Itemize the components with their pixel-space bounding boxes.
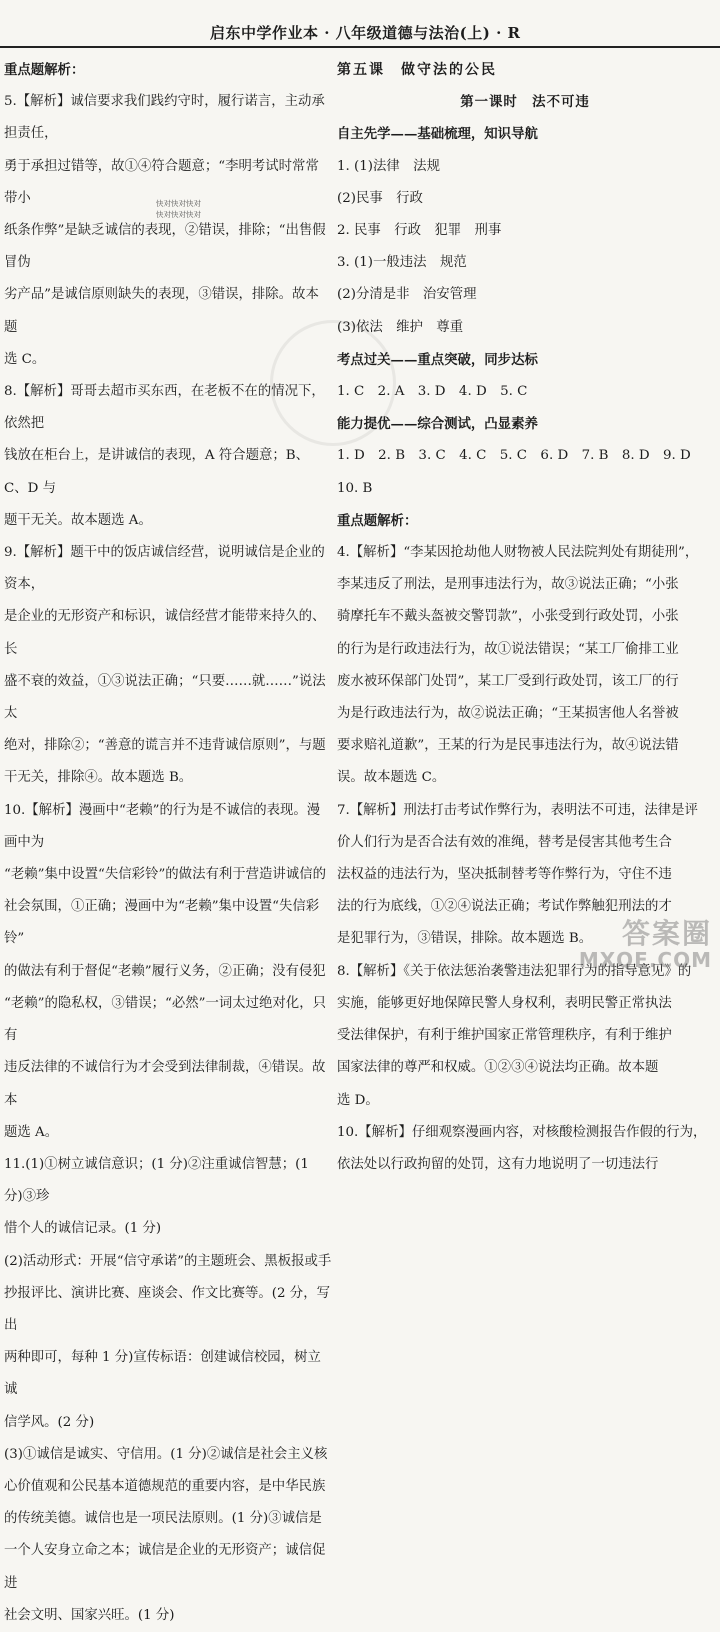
text-line: 1. C 2. A 3. D 4. D 5. C <box>337 384 528 400</box>
section-heading: 重点题解析： <box>337 512 418 529</box>
text-line: 10.【解析】仔细观察漫画内容，对核酸检测报告作假的行为， <box>337 1124 707 1140</box>
text-line: 选 D。 <box>337 1092 379 1108</box>
text-line: 废水被环保部门处罚”，某工厂受到行政处罚，该工厂的行 <box>337 673 679 689</box>
text-line: 1. D 2. B 3. C 4. C 5. C 6. D 7. B 8. D 9. D <box>337 448 691 464</box>
text-line: 社会文明、国家兴旺。(1 分) <box>4 1607 175 1623</box>
text-line: 价人们行为是否合法有效的准绳，替考是侵害其他考生合 <box>337 834 672 850</box>
text-line: 题干无关。故本题选 A。 <box>4 512 152 528</box>
text-line: 的做法有利于督促“老赖”履行义务，②正确；没有侵犯 <box>4 963 326 979</box>
text-line: 2. 民事 行政 犯罪 刑事 <box>337 223 502 239</box>
text-line: 心价值观和公民基本道德规范的重要内容，是中华民族 <box>4 1478 326 1494</box>
text-line: 题选 A。 <box>4 1124 59 1140</box>
text-line: 惜个人的诚信记录。(1 分) <box>4 1221 162 1237</box>
text-line: 抄报评比、演讲比赛、座谈会、作文比赛等。(2 分，写出 <box>4 1285 330 1333</box>
text-line: 骑摩托车不戴头盔被交警罚款”，小张受到行政处罚，小张 <box>337 609 679 625</box>
text-line: (2)分清是非 治安管理 <box>337 287 477 303</box>
text-line: 10.【解析】漫画中“老赖”的行为是不诚信的表现。漫画中为 <box>4 802 321 850</box>
text-line: 的行为是行政违法行为，故①说法错误；“某工厂偷排工业 <box>337 641 679 657</box>
text-line: 7.【解析】刑法打击考试作弊行为，表明法不可违，法律是评 <box>337 802 698 818</box>
section-heading: 考点过关——重点突破，同步达标 <box>337 351 538 368</box>
text-line: 11.(1)①树立诚信意识；(1 分)②注重诚信智慧；(1 分)③珍 <box>4 1156 309 1205</box>
text-line: 劣产品”是诚信原则缺失的表现，③错误，排除。故本题 <box>4 287 319 335</box>
header-rule <box>0 46 720 48</box>
text-line: 8.【解析】《关于依法惩治袭警违法犯罪行为的指导意见》的 <box>337 963 692 979</box>
note-line: 快对快对快对 <box>156 210 201 219</box>
text-line: 为是行政违法行为，故②说法正确；“王某损害他人名誉被 <box>337 706 679 722</box>
small-note <box>156 198 201 220</box>
text-line: 法权益的违法行为，坚决抵制替考等作弊行为，守住不违 <box>337 867 672 883</box>
text-line: 绝对，排除②；“善意的谎言并不违背诚信原则”，与题 <box>4 738 326 754</box>
corner-watermark-logo <box>578 912 712 972</box>
text-line: (3)①诚信是诚实、守信用。(1 分)②诚信是社会主义核 <box>4 1446 328 1462</box>
text-line: 国家法律的尊严和权威。①②③④说法均正确。故本题 <box>337 1060 659 1076</box>
text-line: 选 C。 <box>4 351 46 367</box>
text-line: 纸条作弊”是缺乏诚信的表现，②错误，排除；“出售假冒伪 <box>4 223 326 271</box>
text-line: (2)民事 行政 <box>337 190 423 206</box>
text-line: 实施，能够更好地保障民警人身权利，表明民警正常执法 <box>337 995 672 1011</box>
text-line: (3)依法 维护 尊重 <box>337 319 464 335</box>
text-line: 两种即可，每种 1 分)宣传标语：创建诚信校园，树立诚 <box>4 1350 321 1398</box>
text-line: 是犯罪行为，③错误，排除。故本题选 B。 <box>337 931 593 947</box>
section-heading: 重点题解析： <box>4 62 85 78</box>
text-line: 要求赔礼道歉”，王某的行为是民事违法行为，故④说法错 <box>337 738 679 754</box>
text-line: 勇于承担过错等，故①④符合题意；“李明考试时常常带小 <box>4 158 319 206</box>
lesson-subtitle: 第一课时 法不可违 <box>460 94 590 111</box>
text-line: 受法律保护，有利于维护国家正常管理秩序，有利于维护 <box>337 1028 672 1044</box>
text-line: 法的行为底线，①②④说法正确；考试作弊触犯刑法的才 <box>337 899 672 915</box>
text-line: 信学风。(2 分) <box>4 1414 95 1430</box>
lesson-title: 第五课 做守法的公民 <box>337 62 497 78</box>
header-title: 启东中学作业本 · 八年级道德与法治(上) · R <box>210 24 521 42</box>
right-column <box>337 54 713 1181</box>
text-line: (2)活动形式：开展“信守承诺”的主题班会、黑板报或手 <box>4 1253 332 1269</box>
text-line: 9.【解析】题干中的饭店诚信经营，说明诚信是企业的资本， <box>4 545 325 593</box>
text-line: 10. B <box>337 480 373 496</box>
text-line: “老赖”的隐私权，③错误；“必然”一词太过绝对化，只有 <box>4 995 326 1044</box>
text-line: 李某违反了刑法，是刑事违法行为，故③说法正确；“小张 <box>337 577 679 593</box>
text-line: 社会氛围，①正确；漫画中为“老赖”集中设置“失信彩铃” <box>4 899 320 947</box>
page-header <box>0 0 720 46</box>
text-line: 8.【解析】哥哥去超市买东西，在老板不在的情况下，依然把 <box>4 384 325 432</box>
text-line: 一个人安身立命之本；诚信是企业的无形资产；诚信促进 <box>4 1543 326 1591</box>
text-line: 3. (1)一般违法 规范 <box>337 255 467 271</box>
text-line: “老赖”集中设置“失信彩铃”的做法有利于营造讲诚信的 <box>4 867 326 883</box>
text-line: 钱放在柜台上，是讲诚信的表现，A 符合题意；B、C、D 与 <box>4 448 309 496</box>
text-line: 干无关，排除④。故本题选 B。 <box>4 770 193 786</box>
text-line: 盛不衰的效益，①③说法正确；“只要……就……”说法太 <box>4 673 326 722</box>
text-line: 依法处以行政拘留的处罚，这有力地说明了一切违法行 <box>337 1156 659 1172</box>
text-line: 是企业的无形资产和标识，诚信经营才能带来持久的、长 <box>4 609 326 657</box>
logo-url: MXQE.COM <box>578 948 712 972</box>
text-line: 1. (1)法律 法规 <box>337 158 440 174</box>
section-heading: 自主先学——基础梳理，知识导航 <box>337 126 538 143</box>
text-line: 的传统美德。诚信也是一项民法原则。(1 分)③诚信是 <box>4 1511 322 1527</box>
text-line: 误。故本题选 C。 <box>337 770 446 786</box>
logo-text: 答案圈 <box>621 917 712 950</box>
text-line: 4.【解析】“李某因抢劫他人财物被人民法院判处有期徒刑”， <box>337 545 699 561</box>
text-line: 违反法律的不诚信行为才会受到法律制裁，④错误。故本 <box>4 1060 326 1108</box>
left-column <box>4 54 332 1632</box>
section-heading: 能力提优——综合测试，凸显素养 <box>337 416 538 433</box>
note-line: 快对快对快对 <box>156 199 201 208</box>
text-line: 5.【解析】诚信要求我们践约守时，履行诺言，主动承担责任， <box>4 94 325 142</box>
